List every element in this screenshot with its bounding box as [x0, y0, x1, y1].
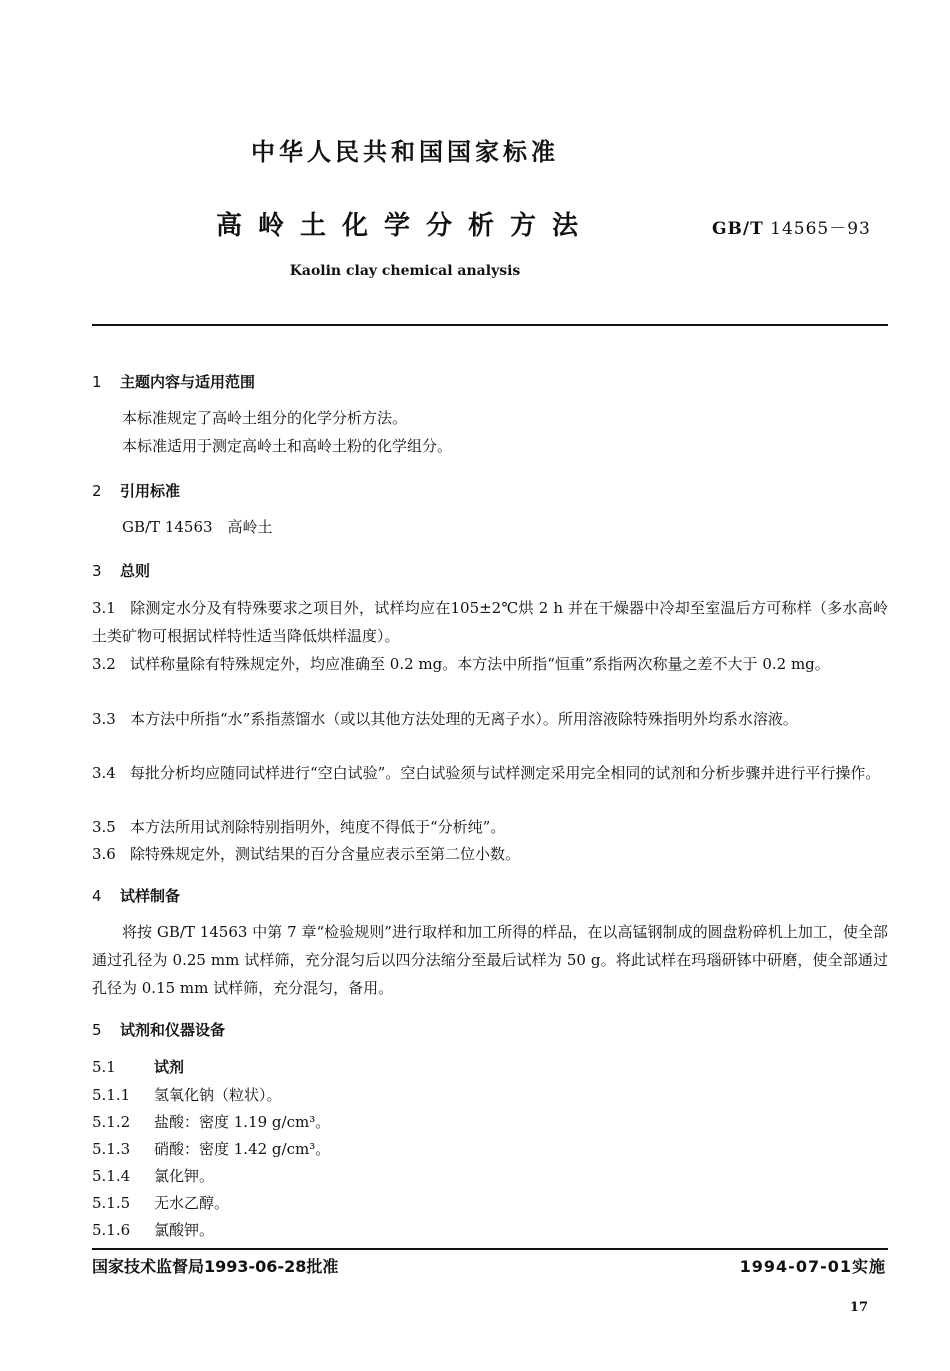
item-text: 氢氧化钠（粒状）。 [154, 1086, 282, 1104]
clause-text: 除特殊规定外，测试结果的百分含量应表示至第二位小数。 [130, 845, 521, 863]
section-number: 5 [92, 1021, 102, 1039]
clause-text: 本方法所用试剂除特别指明外，纯度不得低于“分析纯”。 [130, 818, 506, 836]
clause-3-3 [92, 705, 888, 733]
approval-date: 国家技术监督局1993-06-28批准 [92, 1257, 339, 1276]
document-title: 高岭土化学分析方法 [215, 211, 594, 241]
clause-3-5 [92, 813, 888, 841]
item-number: 5.1.3 [92, 1140, 131, 1158]
clause-text: 每批分析均应随同试样进行“空白试验”。空白试验须与试样测定采用完全相同的试剂和分析步骤并进行平行操作。 [130, 764, 881, 782]
section-title: 试剂和仪器设备 [120, 1021, 226, 1039]
clause-text: 本方法中所指“水”系指蒸馏水（或以其他方法处理的无离子水）。所用溶液除特殊指明外均系水溶液。 [130, 710, 798, 728]
section-3-heading [92, 560, 150, 581]
reagent-item [92, 1135, 330, 1163]
header-divider [92, 324, 888, 326]
clause-3-4 [92, 759, 888, 787]
clause-text: 试样称量除有特殊规定外，均应准确至 0.2 mg。本方法中所指“恒重”系指两次称量之差不大于 0.2 mg。 [130, 655, 830, 673]
section-number: 1 [92, 373, 102, 391]
clause-number: 3.5 [92, 818, 116, 836]
item-text: 硝酸：密度 1.42 g/cm³。 [154, 1140, 331, 1158]
section-title: 主题内容与适用范围 [120, 373, 256, 391]
clause-3-6 [92, 840, 888, 868]
paragraph: 本标准适用于测定高岭土和高岭土粉的化学组分。 [122, 437, 453, 455]
reagent-item [92, 1108, 330, 1136]
sample-preparation-text: 将按 GB/T 14563 中第 7 章“检验规则”进行取样和加工所得的样品，在以高锰钢制成的圆盘粉碎机上加工，使全部通过孔径为 0.25 mm 试样筛，充分混匀后以四分法缩分至最后试样为 50 g。将此试样在玛瑙研钵中研磨，使全部通过孔径为 0.15 mm 试样筛，充分混匀，备用。 [92, 923, 888, 997]
english-title: Kaolin clay chemical analysis [289, 263, 521, 279]
clause-number: 3.3 [92, 710, 116, 728]
section-5-heading [92, 1019, 225, 1040]
clause-3-1 [92, 594, 888, 650]
clause-number: 3.1 [92, 599, 116, 617]
item-text: 无水乙醇。 [154, 1194, 230, 1212]
item-number: 5.1.4 [92, 1167, 131, 1185]
reagent-item [92, 1162, 214, 1190]
subsection-5-1 [92, 1053, 184, 1081]
reference-standard: GB/T 14563 高岭土 [122, 518, 273, 536]
section-title: 总则 [120, 562, 151, 580]
subsection-title: 试剂 [154, 1058, 185, 1076]
standard-number [712, 214, 871, 239]
item-text: 氯化钾。 [154, 1167, 215, 1185]
standard-number-value: 14565－93 [770, 219, 871, 239]
section-number: 2 [92, 482, 102, 500]
reagent-item [92, 1189, 229, 1217]
clause-number: 3.6 [92, 845, 116, 863]
section-title: 试样制备 [120, 887, 181, 905]
item-text: 盐酸：密度 1.19 g/cm³。 [154, 1113, 331, 1131]
reagent-item [92, 1081, 282, 1109]
footer-divider [92, 1248, 888, 1250]
subsection-number: 5.1 [92, 1058, 116, 1076]
reagent-item [92, 1216, 214, 1244]
page-number: 17 [849, 1300, 868, 1315]
section-title: 引用标准 [120, 482, 181, 500]
item-text: 氯酸钾。 [154, 1221, 215, 1239]
section-number: 4 [92, 887, 102, 905]
item-number: 5.1.6 [92, 1221, 131, 1239]
section-number: 3 [92, 562, 102, 580]
item-number: 5.1.2 [92, 1113, 131, 1131]
section-1-heading [92, 371, 255, 392]
paragraph: 本标准规定了高岭土组分的化学分析方法。 [122, 409, 408, 427]
effective-date: 1994-07-01实施 [739, 1257, 886, 1276]
clause-3-2 [92, 650, 888, 678]
item-number: 5.1.1 [92, 1086, 131, 1104]
clause-text: 除测定水分及有特殊要求之项目外，试样均应在105±2℃烘 2 h 并在干燥器中冷却至室温后方可称样（多水高岭土类矿物可根据试样特性适当降低烘样温度）。 [92, 599, 888, 645]
national-standard-heading: 中华人民共和国国家标准 [251, 138, 559, 166]
section-2-heading [92, 480, 180, 501]
section-4-heading [92, 885, 180, 906]
clause-number: 3.2 [92, 655, 116, 673]
standard-prefix: GB/T [712, 219, 764, 239]
clause-number: 3.4 [92, 764, 116, 782]
item-number: 5.1.5 [92, 1194, 131, 1212]
